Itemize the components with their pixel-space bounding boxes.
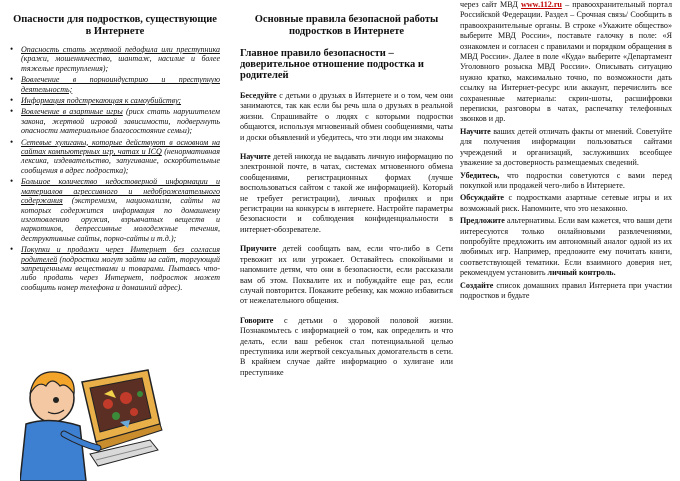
danger-item bbox=[10, 138, 220, 176]
danger-item-detail: (риск стать нарушителем закона, жертвой игровой зависимости, подвергнуть опасности материальное благосостояние семьи); bbox=[21, 107, 220, 136]
danger-item-detail: (кражи, мошенничество, шантаж, насилие и более тяжелые преступления); bbox=[21, 54, 220, 73]
danger-item bbox=[10, 96, 220, 105]
danger-item-detail: (подростки могут зайти на сайт, торгующий запрещенными веществами и товарами. Пытаясь что-либо продать через Интернет, подросток может сообщить номер телефона и домашний адрес). bbox=[21, 254, 220, 292]
mvd-site-link[interactable]: www.112.ru bbox=[520, 0, 562, 9]
paragraph-lead-word: Обсуждайте bbox=[460, 193, 505, 203]
danger-item bbox=[10, 45, 220, 73]
paragraph-lead-word: Говорите bbox=[240, 315, 274, 325]
danger-item-heading: Большое количество недостоверной информации и материалов агрессивного и недоброжелательного содержания bbox=[21, 177, 220, 206]
personal-control-phrase: личный контроль. bbox=[547, 268, 616, 278]
paragraph-text: с подростками азартные сетевые игры и их возможный риск. Напомните, что это незаконно. bbox=[460, 193, 672, 213]
danger-item bbox=[10, 245, 220, 292]
danger-item-heading: Опасность стать жертвой педофила или преступника bbox=[21, 45, 220, 54]
advice-paragraph bbox=[460, 216, 672, 278]
mvd-report-text-start: через сайт МВД bbox=[460, 0, 521, 9]
paragraph-text: детей никогда не выдавать личную информацию по электронной почте, в чатах, системах мгновенного обмена сообщениями, регистрационных формах (лучше воспользоваться сайтом с такой же информацией). Который не требует регистрации), личных профилях и при регистрации на конкурсы в интернете. Настройте параметры безопасности и соблюдения конфиденциальности в интернет-обозревателе. bbox=[240, 152, 453, 234]
paragraph-lead-word: Научите bbox=[460, 126, 491, 136]
advice-paragraph bbox=[460, 193, 672, 214]
advice-paragraph bbox=[240, 316, 453, 378]
danger-item bbox=[10, 177, 220, 243]
paragraph-text: список домашних правил Интернета при участии подростков и будьте bbox=[460, 280, 672, 300]
paragraph-text: ваших детей отличать факты от мнений. Советуйте для получения информации пользоваться сайтами учреждений и организаций, заслуживших всеобщее уважение за достоверность размещаемых сведений. bbox=[460, 126, 672, 168]
dangers-list bbox=[10, 45, 220, 292]
rules-paragraphs bbox=[240, 91, 453, 378]
advice-paragraph bbox=[460, 171, 672, 192]
paragraph-text: с детьми о здоровой половой жизни. Познакомьтесь с информацией о том, как определить и что делать, если ваш ребенок стал потенциальной целью преступника или жертвой сексуальных домогательств в сети. В крайнем случае дайте информацию о хулигане или преступнике bbox=[240, 315, 453, 377]
mvd-report-text-end: – правоохранительный портал Российской Федерации. Раздел – Срочная связь/ Сообщить в правоохранительные органы. В строке «Укажите общество» выберите МВД России», поставьте галочку в поле: «Я ознакомлен и согласен с правилами и порядком обращения в МВД России». Далее в поле «Куда» выберите «Департамент Уголовного розыска МВД России». Описывать ситуацию нужно кратко, максимально точно, по возможности дать ссылку на Интернет-ресурс или аккаунт, перечислить все сохраненные материалы: скрин-шоты, расшифровки переписки, разговоры в чатах, распечатку телефонных звонков и др. bbox=[460, 0, 672, 124]
danger-item-heading: Вовлечение в порноиндустрию и преступную деятельность; bbox=[21, 75, 220, 94]
paragraph-lead-word: Создайте bbox=[460, 280, 494, 290]
rules-subtitle: Главное правило безопасности – доверительное отношение подростка и родителей bbox=[240, 48, 424, 81]
advice-paragraph bbox=[240, 91, 453, 143]
mvd-report-paragraph bbox=[460, 0, 672, 125]
danger-item-heading: Информация подстрекающая к самоубийству; bbox=[21, 96, 182, 106]
paragraph-lead-word: Предложите bbox=[460, 216, 505, 226]
advice-column bbox=[460, 0, 672, 481]
danger-item-heading: Сетевые хулиганы, которые действуют в основном на сайтах компьютерных игр, чатах и ICQ bbox=[21, 137, 220, 157]
advice-paragraph bbox=[240, 152, 453, 235]
danger-item bbox=[10, 107, 220, 135]
rules-column bbox=[240, 0, 453, 481]
boy-at-computer-illustration bbox=[20, 364, 165, 481]
advice-paragraph bbox=[460, 281, 672, 302]
advice-paragraph bbox=[240, 244, 453, 306]
paragraph-lead-word: Убедитесь, bbox=[460, 170, 500, 180]
dangers-title: Опасности для подростков, существующие в Интернете bbox=[13, 14, 217, 37]
paragraph-text: альтернативы. Если вам кажется, что ваши дети интересуются только онлайновыми развлечениями, попробуйте предложить им автономный аналог одной из их любимых игр. Например, предложите ему почитать книги, соответствующей тематики. Если взаимного доверия нет, рекомендуем установить bbox=[460, 216, 672, 278]
paragraph-lead-word: Приучите bbox=[240, 244, 277, 254]
paragraph-text: что подростки советуются с вами перед покупкой или продажей чего-либо в Интернете. bbox=[460, 170, 672, 190]
paragraph-text: детей сообщать вам, если что-либо в Сети тревожит их или угрожает. Оставайтесь спокойными и напомните детям, что они в безопасности, если рассказали вам об этом. Похвалите их и побуждайте еще раз, если случай повторится. Покажите ребенку, как можно избавиться от нежелательного общения. bbox=[240, 244, 453, 306]
danger-item-heading: Покупки и продажи через Интернет без согласия родителей bbox=[21, 245, 220, 264]
paragraph-text: с детьми о друзьях в Интернете и о том, чем они занимаются, так как если бы речь шла о друзьях в реальной жизни. Спрашивайте о людях с которыми подростки общаются, используя мгновенный обмен сообщениями, чаты и доски объявлений и убедитесь, что эти люди им знакомы bbox=[240, 91, 453, 142]
danger-item-detail: (ненормативная лексика, издевательство, запугивание, оскорбительные сообщения в адрес подростка); bbox=[21, 147, 220, 175]
rules-title: Основные правила безопасной работы подростков в Интернете bbox=[254, 14, 439, 37]
paragraph-lead-word: Беседуйте bbox=[240, 91, 277, 100]
danger-item-heading: Вовлечение в азартные игры bbox=[21, 107, 123, 117]
danger-item-detail: (экстремизм, национализм, сайты на которых содержится информация по домашнему изготовлению оружия, взрывчатых веществ и наркотиков, депрессивные молодежные течения, деструктивные сайты, порно-сайты и т.д.); bbox=[21, 196, 220, 243]
danger-item bbox=[10, 75, 220, 94]
paragraph-lead-word: Научите bbox=[240, 152, 271, 162]
advice-paragraphs bbox=[460, 127, 672, 302]
advice-paragraph bbox=[460, 127, 672, 169]
